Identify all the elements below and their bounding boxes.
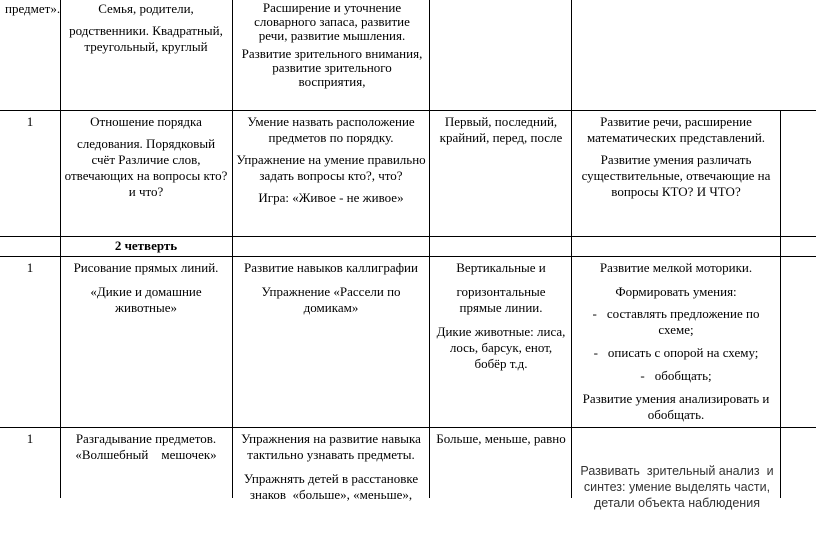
row1-number (2, 114, 58, 130)
row1-content-p2: Упражнение на умение правильно задать вопросы кто?, что? (236, 152, 426, 183)
row4-topic (64, 431, 228, 467)
row0-topic-line1: Семья, родители, (98, 1, 194, 16)
row-border (0, 256, 816, 257)
row3-vocab-p3: Дикие животные: лиса, лось, барсук, енот, бобёр т.д. (436, 324, 566, 371)
row3-goals-tail: Развитие умения анализировать и обобщать. (582, 391, 770, 422)
row1-topic-line2: следования. Порядковый счёт Различие слов, отвечающих на вопросы кто? и что? (64, 136, 228, 199)
row1-goals-p1: Развитие речи, расширение математических представлений. (586, 114, 766, 145)
row1-content-p3: Игра: «Живое - не живое» (258, 190, 404, 205)
quarter-heading-text: 2 четверть (114, 238, 178, 253)
row0-number (5, 1, 61, 17)
row1-content (236, 114, 426, 210)
row4-vocab (434, 431, 568, 451)
row3-content-p2: Упражнение «Рассели по домикам» (261, 284, 401, 315)
row0-number-text: предмет». (5, 1, 61, 16)
row3-number-text: 1 (26, 260, 34, 275)
row3-topic-line2: «Дикие и домашние животные» (90, 284, 202, 315)
column-border (429, 0, 430, 498)
row4-content-p1: Упражнения на развитие навыка тактильно узнавать предметы. (241, 431, 421, 462)
row1-goals (576, 114, 776, 204)
row3-vocab-p2: горизонтальные прямые линии. (456, 284, 546, 315)
row4-topic-line1: Разгадывание предметов. (75, 431, 217, 446)
row1-content-p1: Умение назвать расположение предметов по порядку. (247, 114, 415, 145)
column-border (232, 0, 233, 498)
row4-topic-line2: «Волшебный мешочек» (75, 447, 217, 462)
row1-goals-p2: Развитие умения различать существительные, отвечающие на вопросы КТО? И ЧТО? (581, 152, 771, 199)
column-border (60, 0, 61, 498)
row-border (0, 110, 816, 111)
skills-list-item: - обобщать; (576, 368, 776, 384)
row1-topic (64, 114, 228, 204)
row3-vocab (434, 260, 568, 376)
skills-list (576, 306, 776, 384)
row3-number (2, 260, 58, 276)
quarter-heading (64, 237, 228, 255)
row0-content (240, 1, 424, 93)
row0-content-p1: Расширение и уточнение словарного запаса, развитие речи, развитие мышления. (254, 0, 410, 43)
row4-vocab-text: Больше, меньше, равно (436, 431, 566, 446)
row3-goals-head2: Формировать умения: (615, 284, 737, 299)
row3-vocab-p1: Вертикальные и (456, 260, 546, 275)
skills-list-item: - описать с опорой на схему; (576, 345, 776, 361)
column-border (780, 110, 781, 498)
row3-content-p1: Развитие навыков каллиграфии (244, 260, 418, 275)
row1-number-text: 1 (26, 114, 34, 129)
column-border (571, 0, 572, 498)
skills-list-item: - составлять предложение по схеме; (576, 306, 776, 338)
row3-topic (64, 260, 228, 320)
row1-vocab (434, 114, 568, 150)
row3-content (236, 260, 426, 320)
row4-goals (578, 431, 776, 547)
row0-content-p2: Развитие зрительного внимания, развитие зрительного восприятия, (241, 46, 423, 89)
row1-vocab-text: Первый, последний, крайний, перед, после (439, 114, 563, 145)
row3-topic-line1: Рисование прямых линий. (73, 260, 219, 275)
row3-goals-head1: Развитие мелкой моторики. (599, 260, 753, 275)
row4-content-p2: Упражнять детей в расстановке знаков «больше», «меньше», (243, 471, 422, 502)
row3-goals (576, 260, 776, 427)
row-border (0, 427, 816, 428)
row0-topic-line2: родственники. Квадратный, треугольный, круглый (69, 23, 223, 54)
row4-number-text: 1 (26, 431, 34, 446)
row1-topic-line1: Отношение порядка (90, 114, 202, 129)
row0-topic (64, 1, 228, 59)
row4-content (236, 431, 426, 507)
row4-goals-text: Развивать зрительный анализ и синтез: умение выделять части, детали объекта наблюдения (580, 464, 778, 510)
row4-number (2, 431, 58, 447)
